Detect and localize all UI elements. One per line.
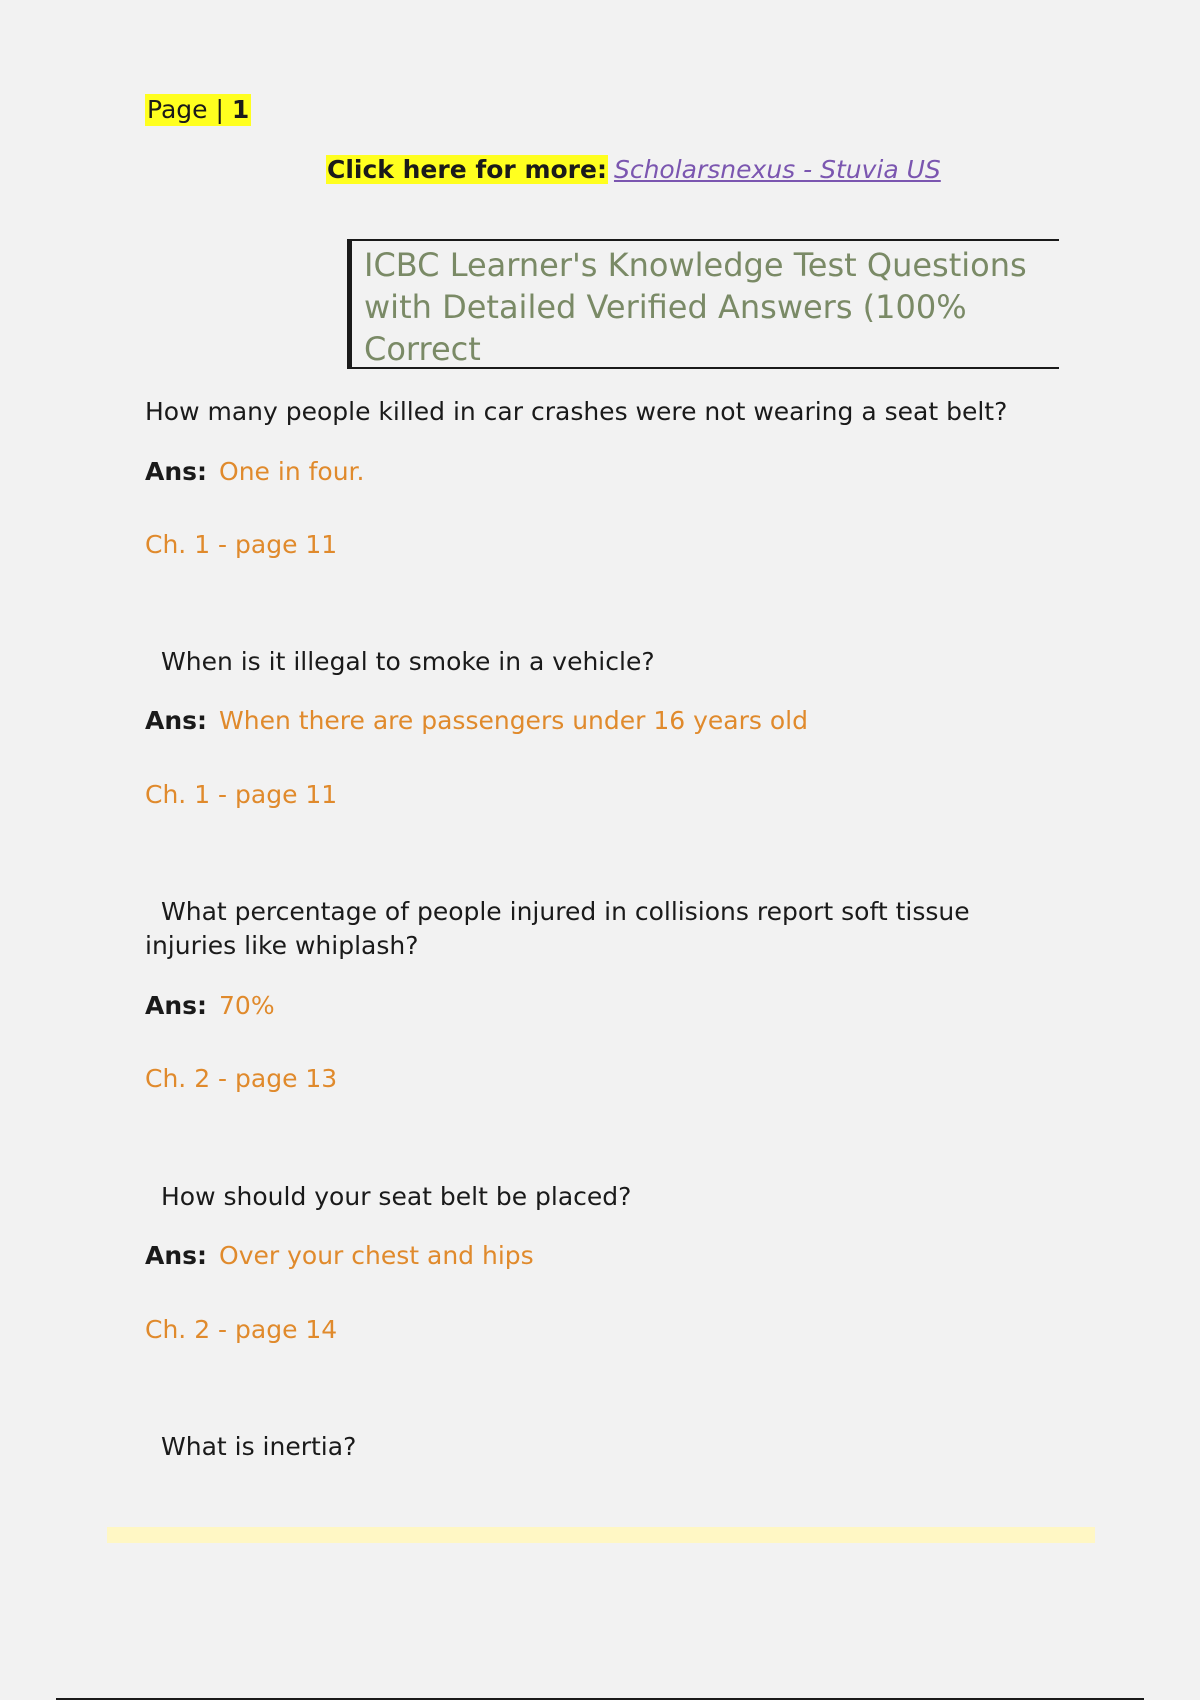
answer-text: When there are passengers under 16 years old [219,706,808,735]
qa-item-3 [145,895,1060,1096]
qa-item-2 [145,645,1060,812]
promo-link[interactable]: Scholarsnexus - Stuvia US [613,155,941,184]
title-line: ICBC Learner's Knowledge Test Questions [364,246,1027,284]
answer-text: One in four. [219,457,365,486]
promo-label: Click here for more: [327,155,607,184]
qa-item-5 [145,1430,1060,1464]
qa-item-4 [145,1180,1060,1347]
document-title-box [347,239,1059,369]
chapter-reference: Ch. 2 - page 13 [145,1064,338,1093]
page-number: 1 [231,95,250,124]
chapter-reference: Ch. 1 - page 11 [145,530,338,559]
answer-text: Over your chest and hips [219,1241,534,1270]
answer-label: Ans: [145,1241,208,1270]
answer-label: Ans: [145,457,208,486]
qa-item-1 [145,395,1060,562]
answer-line [145,989,1060,1023]
answer-text: 70% [219,991,275,1020]
answer-line [145,455,1060,489]
question-text: How should your seat belt be placed? [161,1182,632,1211]
chapter-reference: Ch. 1 - page 11 [145,780,338,809]
chapter-reference: Ch. 2 - page 14 [145,1315,338,1344]
title-line: with Detailed Verified Answers (100% Correct [364,288,967,368]
promo-line [326,154,941,186]
page-header [145,94,251,126]
question-text: What is inertia? [161,1432,357,1461]
highlight-band [107,1527,1095,1543]
question-text: What percentage of people injured in collisions report soft tissue injuries like whiplash? [145,897,970,960]
question-text: How many people killed in car crashes were not wearing a seat belt? [145,397,1008,426]
answer-label: Ans: [145,706,208,735]
answer-label: Ans: [145,991,208,1020]
page-label: Page | [147,95,224,124]
answer-line [145,1239,1060,1273]
answer-line [145,704,1060,738]
question-text: When is it illegal to smoke in a vehicle? [161,647,655,676]
